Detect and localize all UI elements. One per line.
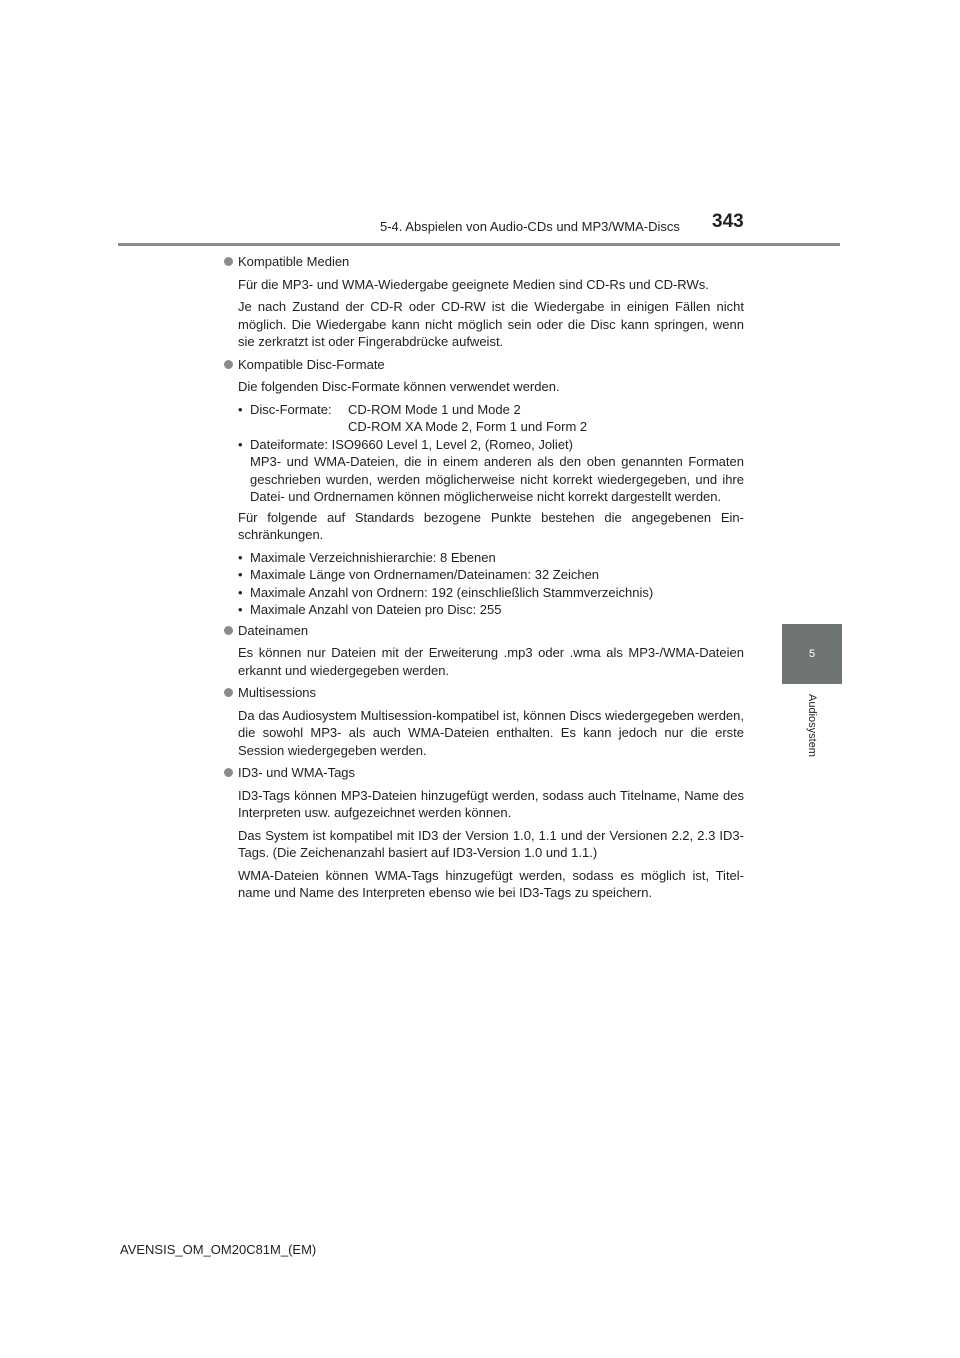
heading-text: Kompatible Disc-Formate (238, 356, 385, 372)
list-text: Maximale Anzahl von Ordnern: 192 (einschließlich Stammverzeichnis) (250, 584, 654, 600)
heading-text: Multisessions (238, 685, 317, 700)
document-code: AVENSIS_OM_OM20C81M_(EM) (120, 1242, 317, 1257)
page-number: 343 (712, 211, 744, 232)
list-item (238, 601, 744, 619)
bullet-dot: • (238, 401, 243, 417)
limits-list (238, 549, 744, 619)
section-heading-filenames (224, 622, 744, 640)
circle-bullet-icon (224, 626, 233, 635)
chapter-tab (782, 624, 842, 684)
circle-bullet-icon (224, 257, 233, 266)
paragraph: Die folgenden Disc-Formate können verwendet werden. (238, 379, 560, 394)
list-key: Disc-Formate: (250, 401, 332, 417)
bullet-dot: • (238, 584, 243, 600)
circle-bullet-icon (224, 768, 233, 777)
section-heading-multisessions (224, 684, 744, 702)
paragraph: Da das Audiosystem Multisession-kompatibel ist, können Discs wiedergegeben werden, die sowohl MP3- als auch WMA-Dateien enthalten. Es kann jedoch nur die erste Session wiedergegeben werden. (238, 707, 744, 758)
section-heading-formats (224, 356, 744, 374)
bullet-dot: • (238, 602, 243, 617)
paragraph: Für folgende auf Standards bezogene Punkte bestehen die angegebenen Ein-schränkungen. (238, 509, 744, 542)
list-item (238, 401, 744, 436)
paragraph: Es können nur Dateien mit der Erweiterung .mp3 oder .wma als MP3-/WMA-Dateien erkannt und wiedergegeben werden. (238, 645, 744, 678)
paragraph: ID3-Tags können MP3-Dateien hinzugefügt werden, sodass auch Titelname, Name des Interpreten usw. aufgezeichnet werden können. (238, 787, 744, 820)
heading-text: Kompatible Medien (238, 254, 350, 269)
heading-text: Dateinamen (238, 622, 309, 638)
section-heading-media (224, 253, 744, 271)
list-text: Maximale Länge von Ordnernamen/Dateinamen: 32 Zeichen (250, 567, 600, 582)
chapter-number: 5 (808, 648, 816, 660)
circle-bullet-icon (224, 688, 233, 697)
list-item (238, 584, 744, 602)
paragraph: Je nach Zustand der CD-R oder CD-RW ist die Wiedergabe in einigen Fällen nicht möglich. Die Wiedergabe kann nicht möglich sein oder die Disc kann springen, wenn sie zerkratzt ist oder Fingerabdrücke aufweist. (238, 299, 744, 349)
list-key-spacer (250, 418, 348, 436)
page-content (224, 253, 744, 907)
bullet-dot: • (238, 567, 243, 582)
list-text: Dateiformate: ISO9660 Level 1, Level 2, (Romeo, Joliet) (250, 436, 573, 452)
list-item (238, 566, 744, 584)
header-title: 5-4. Abspielen von Audio-CDs und MP3/WMA-Discs (380, 219, 680, 234)
list-item (238, 436, 744, 506)
list-text: Maximale Verzeichnishierarchie: 8 Ebenen (250, 549, 496, 565)
paragraph: Das System ist kompatibel mit ID3 der Version 1.0, 1.1 und der Versionen 2.2, 2.3 ID3-Tags. (Die Zeichenanzahl basiert auf ID3-Version 1.0 und 1.1.) (238, 827, 744, 860)
heading-text: ID3- und WMA-Tags (238, 765, 356, 780)
list-value: CD-ROM XA Mode 2, Form 1 und Form 2 (348, 419, 588, 434)
list-item (238, 549, 744, 567)
section-heading-tags (224, 764, 744, 782)
paragraph: WMA-Dateien können WMA-Tags hinzugefügt werden, sodass es möglich ist, Titel-name und Name des Interpreten ebenso wie bei ID3-Tags zu speichern. (238, 867, 744, 900)
header-rule (118, 243, 840, 246)
paragraph: Für die MP3- und WMA-Wiedergabe geeignete Medien sind CD-Rs und CD-RWs. (238, 276, 709, 292)
list-value: CD-ROM Mode 1 und Mode 2 (348, 401, 521, 417)
bullet-dot: • (238, 436, 243, 452)
list-subtext: MP3- und WMA-Dateien, die in einem anderen als den oben genannten Formaten geschrieben wurden, werden möglicherweise nicht korrekt wiedergegeben, und ihre Datei- und Ordnernamen können möglicherweise nicht korrekt dargestellt werden. (250, 454, 744, 504)
list-text: Maximale Anzahl von Dateien pro Disc: 255 (250, 602, 502, 617)
circle-bullet-icon (224, 360, 233, 369)
format-list (238, 401, 744, 506)
bullet-dot: • (238, 549, 243, 565)
chapter-label: Audiosystem (806, 694, 818, 757)
